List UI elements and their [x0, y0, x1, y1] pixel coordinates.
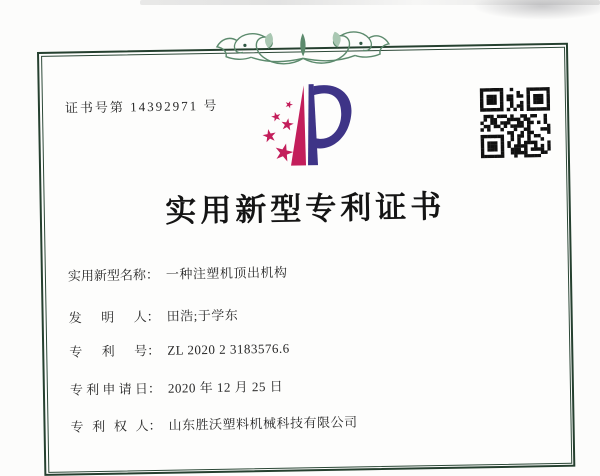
field-value: 2020 年 12 月 25 日: [167, 378, 284, 396]
field-value: ZL 2020 2 3183576.6: [167, 340, 290, 358]
field-value: 田浩;于学东: [166, 307, 239, 324]
field-colon: ：: [145, 266, 160, 283]
scan-artifact-corner-smudge: [472, 0, 600, 20]
field-row-inventors: [68, 299, 556, 327]
floral-scroll-ornament-icon: [214, 25, 391, 74]
field-label: 实用新型名称: [67, 267, 147, 284]
field-row-filing-date: [70, 371, 558, 399]
field-colon: ：: [147, 342, 161, 359]
logo-spire-and-stars: [261, 85, 306, 166]
field-row-patent-number: [69, 333, 557, 361]
logo-p-shape: [307, 84, 353, 166]
field-value: 一种注塑机顶出机构: [165, 264, 288, 282]
cnipa-patent-logo-icon: [252, 82, 369, 172]
field-colon: ：: [146, 308, 160, 325]
certificate-frame: [37, 43, 575, 476]
field-row-utility-model-name: [68, 257, 556, 285]
field-row-patentee: [70, 408, 558, 436]
field-colon: ：: [147, 380, 162, 397]
field-label: 专利权人: [70, 418, 149, 435]
certificate-number: 证书号第 14392971 号: [64, 97, 219, 116]
field-label: 专利号: [69, 343, 148, 360]
field-colon: ：: [148, 417, 162, 434]
certificate-title: 实用新型专利证书: [164, 188, 446, 229]
field-label: 专利申请日: [69, 381, 149, 398]
field-value: 山东胜沃塑料机械科技有限公司: [168, 414, 358, 433]
qr-code: [480, 87, 551, 158]
field-label: 发明人: [68, 309, 147, 326]
